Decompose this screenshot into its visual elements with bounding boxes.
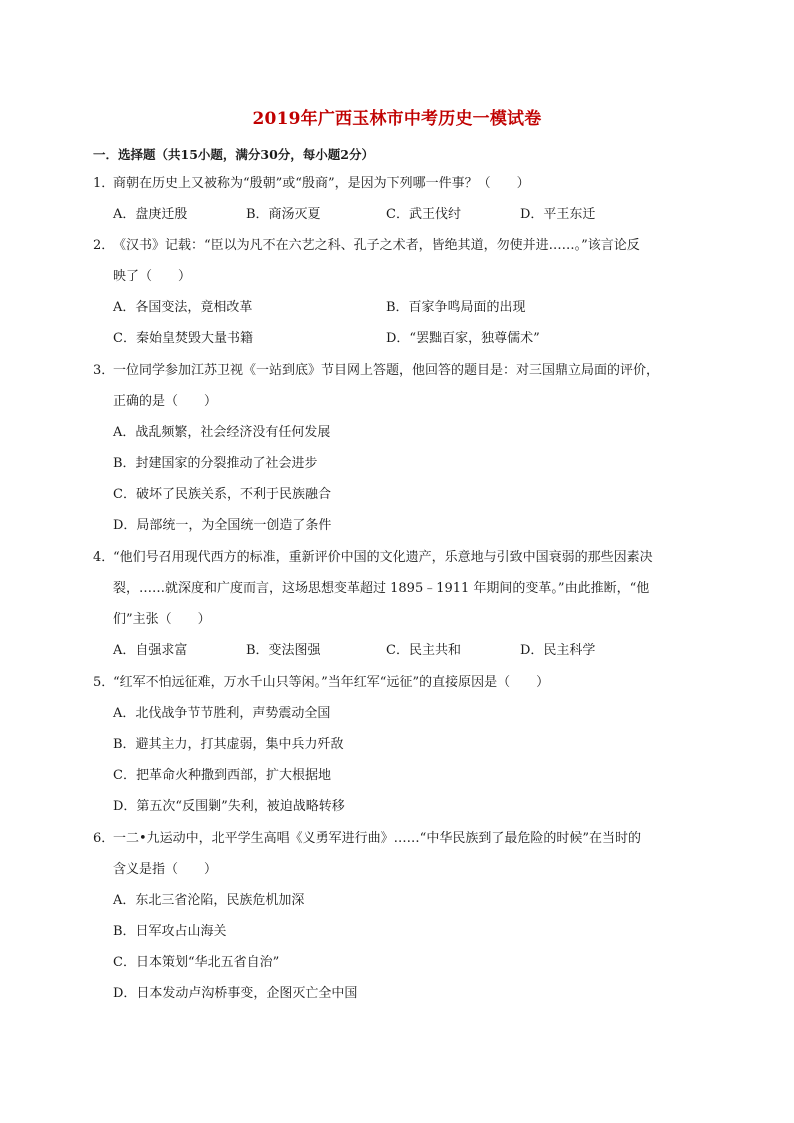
question-text-continued: 裂，……就深度和广度而言，这场思想变革超过 1895﹣1911 年期间的变革。”由此推断，“他 (113, 581, 650, 596)
question-1 (93, 175, 530, 193)
option-d: D．平王东迁 (520, 207, 596, 222)
question-number: 5． (93, 675, 115, 690)
question-number: 1． (93, 176, 115, 191)
question-text: “他们号召用现代西方的标准，重新评价中国的文化遗产，乐意地与引致中国衰弱的那些因素决 (113, 550, 653, 565)
option-d: D．“罢黜百家，独尊儒术” (386, 331, 540, 346)
question-number: 4． (93, 550, 115, 565)
option-b: B．商汤灭夏 (246, 207, 321, 222)
question-text: 一二•九运动中，北平学生高唱《义勇军进行曲》……“中华民族到了最危险的时候”在当时的 (113, 831, 641, 846)
question-text: 商朝在历史上又被称为“殷朝”或“殷商”，是因为下列哪一件事？（ ） (113, 176, 530, 191)
option-b: B．百家争鸣局面的出现 (386, 300, 526, 315)
option-a: A．盘庚迁殷 (113, 207, 188, 222)
question-3 (93, 362, 659, 380)
question-text-continued: 正确的是（ ） (113, 394, 218, 409)
question-number: 2． (93, 238, 115, 253)
question-6 (93, 830, 641, 848)
option-c: C．破坏了民族关系，不利于民族融合 (113, 487, 331, 502)
question-2 (93, 237, 640, 255)
option-a: A．各国变法，竟相改革 (113, 300, 253, 315)
option-c: C．民主共和 (386, 643, 461, 658)
option-a: A．自强求富 (113, 643, 188, 658)
question-number: 3． (93, 363, 115, 378)
option-c: C．武王伐纣 (386, 207, 461, 222)
section-heading: 一．选择题（共15小题，满分30分，每小题2分） (93, 147, 374, 162)
question-text: 一位同学参加江苏卫视《一站到底》节目网上答题，他回答的题目是：对三国鼎立局面的评价， (113, 363, 660, 378)
question-5 (93, 674, 549, 692)
question-text-continued: 映了（ ） (113, 269, 192, 284)
question-text-continued: 们”主张（ ） (113, 612, 211, 627)
option-b: B．变法图强 (246, 643, 321, 658)
option-d: D．第五次“反围剿”失利，被迫战略转移 (113, 799, 345, 814)
option-d: D．民主科学 (520, 643, 596, 658)
question-4 (93, 549, 653, 567)
option-c: C．把革命火种撒到西部，扩大根据地 (113, 768, 331, 783)
question-text-continued: 含义是指（ ） (113, 862, 218, 877)
option-a: A．战乱频繁，社会经济没有任何发展 (113, 425, 331, 440)
option-b: B．封建国家的分裂推动了社会进步 (113, 456, 318, 471)
page-title: 2019年广西玉林市中考历史一模试卷 (252, 109, 542, 129)
option-c: C．日本策划“华北五省自治” (113, 955, 280, 970)
question-text: “红军不怕远征难，万水千山只等闲。”当年红军“远征”的直接原因是（ ） (113, 675, 550, 690)
option-a: A．东北三省沦陷，民族危机加深 (113, 893, 305, 908)
option-d: D．日本发动卢沟桥事变，企图灭亡全中国 (113, 986, 358, 1001)
option-c: C．秦始皇焚毁大量书籍 (113, 331, 253, 346)
option-b: B．避其主力，打其虚弱，集中兵力歼敌 (113, 737, 344, 752)
option-b: B．日军攻占山海关 (113, 924, 227, 939)
question-number: 6． (93, 831, 115, 846)
option-a: A．北伐战争节节胜利，声势震动全国 (113, 706, 331, 721)
option-d: D．局部统一，为全国统一创造了条件 (113, 518, 332, 533)
question-text: 《汉书》记载：“臣以为凡不在六艺之科、孔子之术者，皆绝其道，勿使并进……。”该言论反 (113, 238, 640, 253)
